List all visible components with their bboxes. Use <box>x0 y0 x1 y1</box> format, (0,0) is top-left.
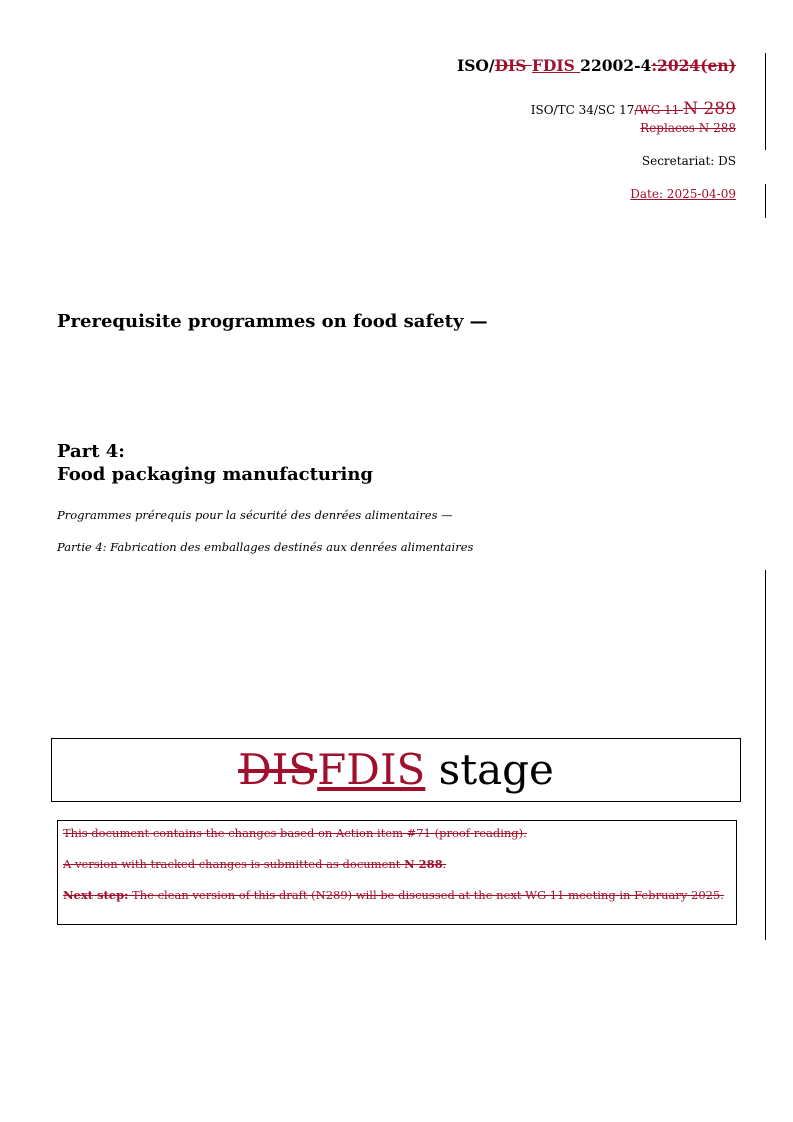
french-main-title: Programmes prérequis pour la sécurité des denrées alimentaires — <box>57 508 453 522</box>
document-date: Date: 2025-04-09 <box>630 187 736 201</box>
stage-deleted: DIS <box>238 745 318 794</box>
note-box <box>57 820 737 925</box>
doc-ref-deleted-stage: DIS <box>494 56 532 75</box>
change-bar-stage <box>765 570 766 940</box>
committee-reference <box>531 99 736 119</box>
doc-ref-inserted-stage: FDIS <box>531 56 581 75</box>
change-bar-date <box>765 184 766 218</box>
french-part-title: Partie 4: Fabrication des emballages destinés aux denrées alimentaires <box>57 540 474 554</box>
doc-ref-number: 22002-4 <box>580 56 652 75</box>
doc-ref-deleted-year: :2024(en) <box>651 56 736 75</box>
main-title: Prerequisite programmes on food safety — <box>57 311 488 332</box>
document-reference <box>457 56 736 75</box>
part-number: Part 4: <box>57 441 125 462</box>
committee-deleted-n: N 289 <box>683 99 736 119</box>
note-next-step-text: The clean version of this draft (N289) will be discussed at the next WG 11 meeting in February 2025. <box>128 888 724 902</box>
stage-suffix: stage <box>425 745 554 794</box>
committee-text: ISO/TC 34/SC 17 <box>530 103 635 117</box>
change-bar-header <box>765 53 766 150</box>
doc-ref-prefix: ISO/ <box>456 56 495 75</box>
replaces-note: Replaces N 288 <box>640 121 736 135</box>
part-title: Food packaging manufacturing <box>57 464 374 485</box>
note-line-1: This document contains the changes based on Action item #71 (proof reading). <box>63 826 527 840</box>
secretariat: Secretariat: DS <box>641 154 736 168</box>
note-line-2-doc: N 288 <box>404 857 443 871</box>
note-line-2 <box>63 856 731 872</box>
note-line-3 <box>63 887 731 903</box>
stage-inserted: FDIS <box>317 745 426 794</box>
committee-deleted-wg: /WG 11 <box>634 103 684 117</box>
note-line-2-text: A version with tracked changes is submitted as document <box>63 857 405 871</box>
note-line-2-end: . <box>442 857 447 871</box>
stage-box <box>51 738 741 802</box>
note-next-step-label: Next step: <box>63 888 129 902</box>
